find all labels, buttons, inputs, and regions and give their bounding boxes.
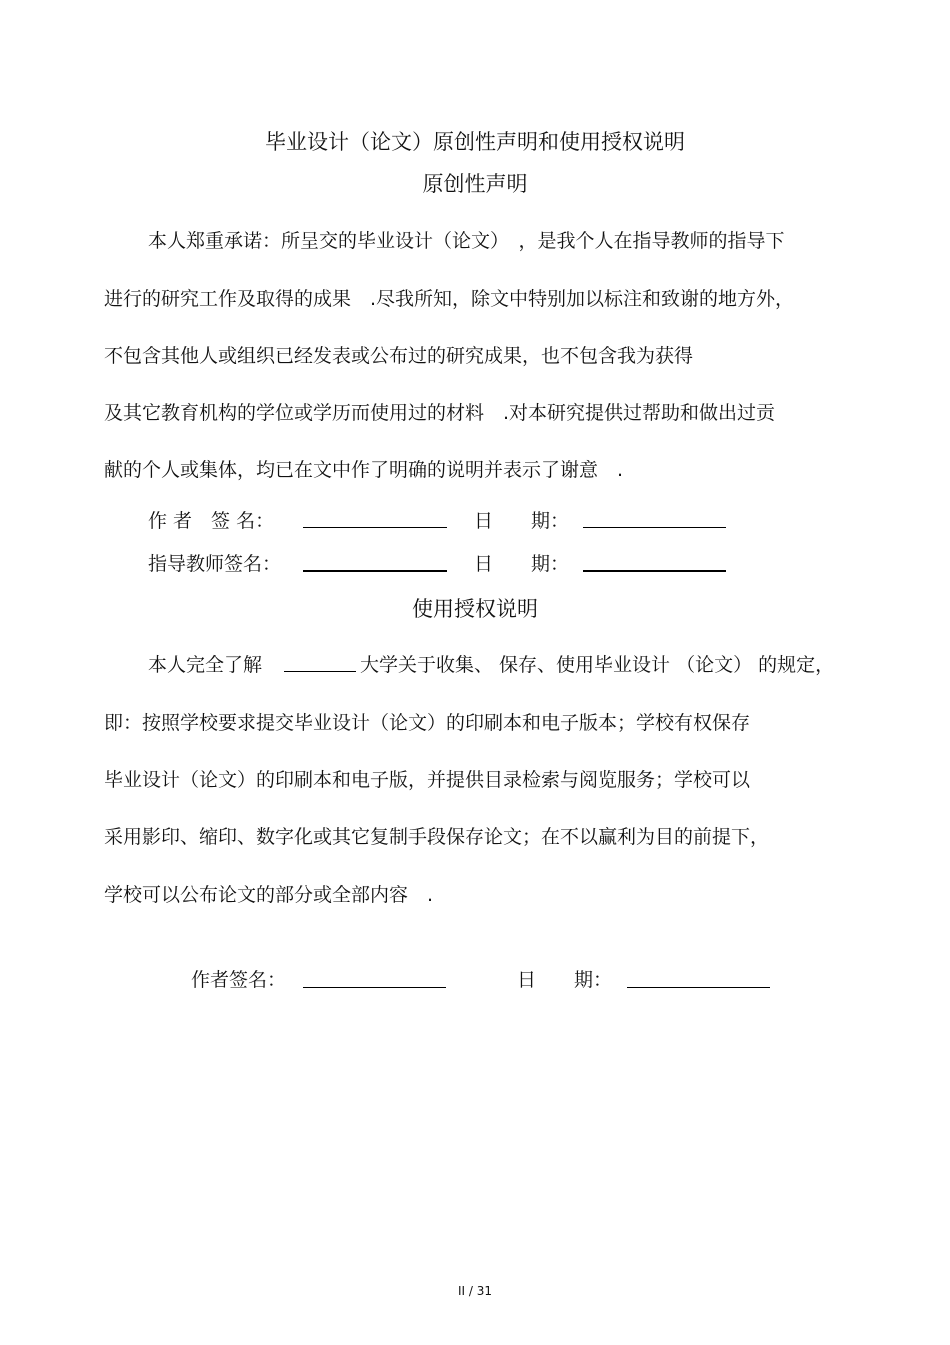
author-signature-label: 作 者 签 名： [148, 510, 275, 532]
advisor-date-line[interactable] [583, 570, 726, 572]
university-name-blank[interactable] [284, 671, 356, 672]
paragraph-line: 进行的研究工作及取得的成果 .尽我所知，除文中特别加以标注和致谢的地方外， [104, 288, 795, 310]
date-label: 日 期： [517, 969, 613, 991]
document-title: 毕业设计（论文）原创性声明和使用授权说明 [265, 130, 685, 154]
paragraph-line: 本人郑重承诺：所呈交的毕业设计（论文） ，是我个人在指导教师的指导下 [148, 230, 785, 252]
section-heading-originality: 原创性声明 [422, 172, 528, 196]
author-signature-line[interactable] [303, 527, 447, 528]
page-number: II / 31 [457, 1284, 493, 1298]
author-date-line[interactable] [627, 987, 770, 988]
paragraph-line: 采用影印、缩印、数字化或其它复制手段保存论文；在不以赢利为目的前提下， [104, 826, 770, 848]
paragraph-line: 及其它教育机构的学位或学历而使用过的材料 .对本研究提供过帮助和做出过贡 [104, 402, 776, 424]
date-label: 日 期： [474, 510, 570, 532]
date-label: 日 期： [474, 553, 570, 575]
author-signature-label: 作者签名： [191, 969, 287, 991]
paragraph-line: 学校可以公布论文的部分或全部内容 . [104, 884, 434, 906]
paragraph-line-suffix: 大学关于收集、 保存、使用毕业设计 （论文） 的规定， [360, 654, 835, 676]
author-date-line[interactable] [583, 527, 726, 528]
paragraph-line: 不包含其他人或组织已经发表或公布过的研究成果，也不包含我为获得 [104, 345, 694, 367]
paragraph-line: 毕业设计（论文）的印刷本和电子版，并提供目录检索与阅览服务；学校可以 [104, 769, 751, 791]
paragraph-line: 献的个人或集体，均已在文中作了明确的说明并表示了谢意 . [104, 459, 624, 481]
paragraph-line-prefix: 本人完全了解 [148, 654, 263, 676]
paragraph-line: 即：按照学校要求提交毕业设计（论文）的印刷本和电子版本；学校有权保存 [104, 712, 751, 734]
author-signature-line[interactable] [303, 987, 446, 988]
section-heading-authorization: 使用授权说明 [412, 597, 538, 621]
advisor-signature-line[interactable] [303, 570, 447, 572]
advisor-signature-label: 指导教师签名： [148, 553, 282, 575]
